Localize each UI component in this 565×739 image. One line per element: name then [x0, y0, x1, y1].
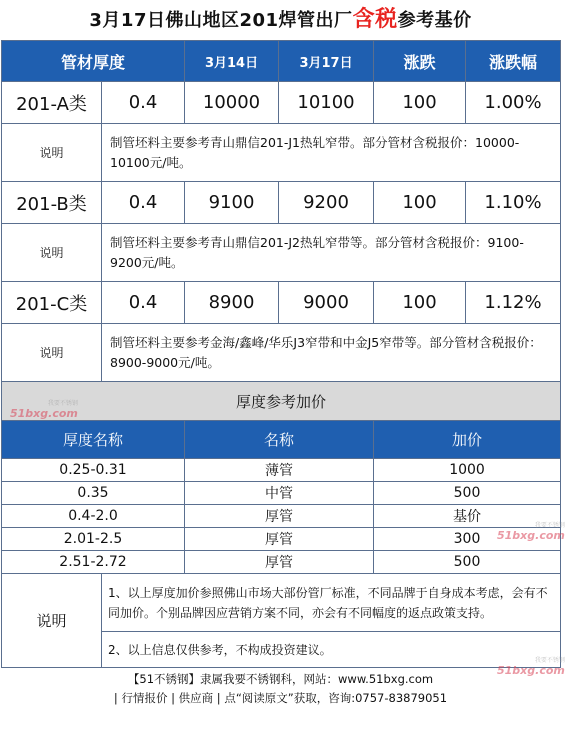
note-row	[2, 124, 561, 182]
note-label: 说明	[2, 324, 102, 382]
watermark-text: 51bxg.com	[497, 529, 565, 542]
note-text: 制管坯料主要参考金海/鑫峰/华乐J3窄带和中金J5窄带等。部分管材含税报价：8900-9000元/吨。	[102, 324, 561, 382]
markup-cell: 500	[374, 551, 561, 574]
watermark-small: 我要不锈钢	[47, 400, 78, 407]
footer-site-line: 【51不锈钢】隶属我要不锈钢科，网站：www.51bxg.com	[127, 672, 434, 686]
table-row	[2, 282, 561, 324]
grade-cell: 201-B类	[2, 182, 102, 224]
change-pct-cell: 1.12%	[466, 282, 561, 324]
section-title: 厚度参考加价	[2, 382, 561, 421]
name-cell: 薄管	[185, 459, 374, 482]
change-pct-cell: 1.00%	[466, 82, 561, 124]
header-change: 涨跌	[374, 41, 466, 82]
table-row	[2, 82, 561, 124]
watermark-text: 51bxg.com	[10, 407, 78, 420]
note-label: 说明	[2, 124, 102, 182]
markup-cell: 基价	[374, 505, 561, 528]
header-range: 厚度名称	[2, 421, 185, 459]
range-cell: 2.01-2.5	[2, 528, 185, 551]
watermark-logo	[10, 398, 78, 420]
watermark-text: 51bxg.com	[497, 664, 565, 677]
price-prev-cell: 8900	[185, 282, 279, 324]
range-cell: 0.35	[2, 482, 185, 505]
header-markup: 加价	[374, 421, 561, 459]
watermark-small: 我要不锈钢	[534, 522, 565, 529]
range-cell: 0.25-0.31	[2, 459, 185, 482]
name-cell: 厚管	[185, 528, 374, 551]
title-suffix: 参考基价	[397, 10, 472, 31]
notes-label: 说明	[2, 574, 102, 668]
table-row	[2, 482, 561, 505]
section-title-row	[2, 382, 561, 421]
footer-contact-line: | 行情报价 | 供应商 | 点“阅读原文”获取，咨询:0757-83879051	[113, 691, 448, 705]
markup-cell: 1000	[374, 459, 561, 482]
change-cell: 100	[374, 182, 466, 224]
range-cell: 2.51-2.72	[2, 551, 185, 574]
header-date-curr: 3月17日	[279, 41, 374, 82]
name-cell: 厚管	[185, 551, 374, 574]
thickness-cell: 0.4	[102, 282, 185, 324]
header-thickness: 管材厚度	[2, 41, 185, 82]
notes-text-1: 1、以上厚度加价参照佛山市场大部份管厂标准，不同品牌于自身成本考虑，会有不同加价。个别品牌因应营销方案不同，亦会有不同幅度的返点政策支持。	[102, 574, 561, 632]
grade-cell: 201-A类	[2, 82, 102, 124]
table-row	[2, 459, 561, 482]
note-text: 制管坯料主要参考青山鼎信201-J2热轧窄带等。部分管材含税报价：9100-9200元/吨。	[102, 224, 561, 282]
watermark-logo	[497, 520, 565, 542]
header-name: 名称	[185, 421, 374, 459]
price-curr-cell: 10100	[279, 82, 374, 124]
price-prev-cell: 10000	[185, 82, 279, 124]
table-row	[2, 182, 561, 224]
note-label: 说明	[2, 224, 102, 282]
title-highlight: 含税	[352, 7, 398, 32]
name-cell: 厚管	[185, 505, 374, 528]
change-pct-cell: 1.10%	[466, 182, 561, 224]
markup-cell: 300	[374, 528, 561, 551]
note-row	[2, 324, 561, 382]
watermark-small: 我要不锈钢	[534, 657, 565, 664]
notes-row	[2, 574, 561, 632]
thickness-cell: 0.4	[102, 182, 185, 224]
grade-cell: 201-C类	[2, 282, 102, 324]
price-curr-cell: 9200	[279, 182, 374, 224]
notes-text-2: 2、以上信息仅供参考，不构成投资建议。	[102, 632, 561, 668]
change-cell: 100	[374, 282, 466, 324]
header-date-prev: 3月14日	[185, 41, 279, 82]
note-text: 制管坯料主要参考青山鼎信201-J1热轧窄带。部分管材含税报价：10000-10100元/吨。	[102, 124, 561, 182]
note-row	[2, 224, 561, 282]
table-row	[2, 551, 561, 574]
markup-cell: 500	[374, 482, 561, 505]
watermark-logo	[497, 655, 565, 677]
table-row	[2, 528, 561, 551]
price-table-header	[2, 41, 561, 82]
table-row	[2, 505, 561, 528]
price-curr-cell: 9000	[279, 282, 374, 324]
page-title	[0, 0, 561, 40]
footer	[0, 670, 561, 708]
title-prefix: 3月17日佛山地区201焊管出厂	[89, 10, 353, 31]
thickness-table	[1, 381, 561, 668]
price-prev-cell: 9100	[185, 182, 279, 224]
name-cell: 中管	[185, 482, 374, 505]
range-cell: 0.4-2.0	[2, 505, 185, 528]
price-table	[1, 40, 561, 382]
header-change-pct: 涨跌幅	[466, 41, 561, 82]
change-cell: 100	[374, 82, 466, 124]
thickness-table-header	[2, 421, 561, 459]
thickness-cell: 0.4	[102, 82, 185, 124]
